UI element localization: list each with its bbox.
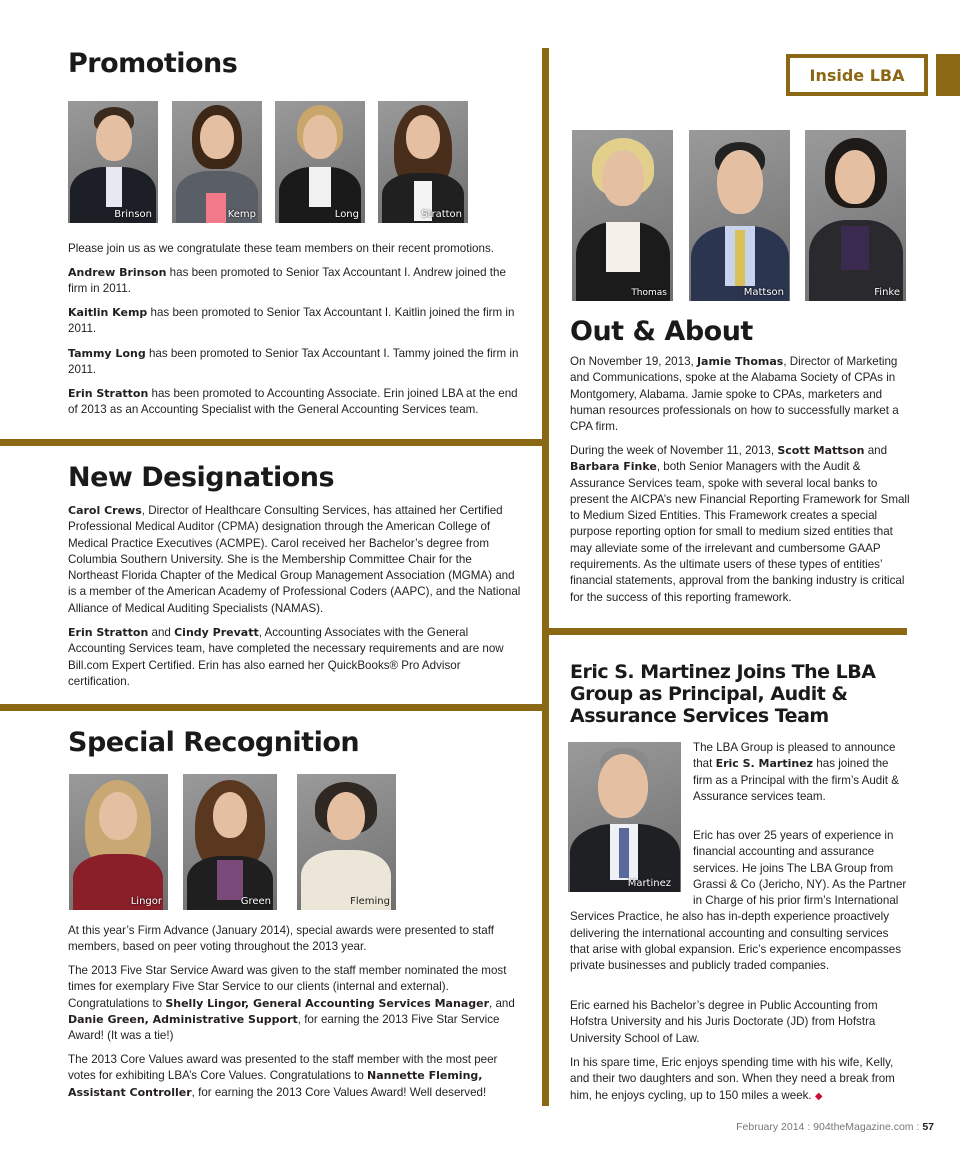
promotion-item: Erin Stratton has been promoted to Accounting Associate. Erin joined LBA at the end of 2013 as an Accounting Specialist with the General Accounting Services team. [68,387,518,417]
rule-outabout [549,628,907,635]
inside-lba-badge [786,54,928,96]
photo-caption: Long [334,209,359,220]
outabout-title: Out & About [570,316,753,347]
photo-caption: Stratton [421,209,462,220]
badge-label: Inside LBA [809,65,905,85]
photo-lingor [69,774,168,910]
outabout-paragraph: During the week of November 11, 2013, Scott Mattson and Barbara Finke, both Senior Managers with the Audit & Assurance Services team, spoke with several local banks to present the AICPA’s new Financial Reporting Framework for Small to Medium Sized Entities. This Framework creates a special purpose reporting option for small to medium sized entities that may alleviate some of the irrelevant and cumbersome GAAP requirements. As the ultimate users of these types of entities’ financial statements, approval from the banking industry is critical for the success of this reporting framework. [570,444,910,604]
promotions-title: Promotions [68,48,238,79]
page-number: 57 [922,1121,934,1133]
martinez-paragraph: Eric earned his Bachelor’s degree in Public Accounting from Hofstra University and his Juris Doctorate (JD) from Hofstra University School of Law. [570,999,878,1045]
photo-caption: Kemp [227,209,256,220]
rule-designations [0,704,542,711]
photo-caption: Thomas [631,288,667,298]
photo-caption: Brinson [114,209,152,220]
photo-finke [805,130,906,301]
recognition-title: Special Recognition [68,727,360,758]
recognition-paragraph: The 2013 Core Values award was presented to the staff member with the most peer votes for exhibiting LBA’s Core Values. Congratulations to Nannette Fleming, Assistant Controller, for earning the 2013 Core Values Award! Well deserved! [68,1053,498,1099]
martinez-paragraph: In his spare time, Eric enjoys spending time with his wife, Kelly, and their two daughters and son. When they need a break from him, he enjoys cycling, up to 150 miles a week. ◆ [570,1056,895,1102]
outabout-paragraph: On November 19, 2013, Jamie Thomas, Director of Marketing and Communications, spoke at the Alabama Society of CPAs in Montgomery, Alabama. Jamie spoke to CPAs, marketers and human resources professionals on how to successfully market a CPA firm. [570,355,899,434]
recognition-paragraph: At this year’s Firm Advance (January 2014), special awards were presented to staff members, based on peer voting throughout the 2013 year. [68,924,494,954]
martinez-title: Eric S. Martinez Joins The LBA Group as Principal, Audit & Assurance Services Team [570,661,876,727]
column-divider [542,48,549,1106]
promotion-item: Tammy Long has been promoted to Senior Tax Accountant I. Tammy joined the firm in 2011. [68,347,519,377]
promotions-intro: Please join us as we congratulate these team members on their recent promotions. [68,242,494,255]
photo-caption: Finke [874,287,900,298]
photo-kemp [172,101,262,223]
designations-paragraph: Erin Stratton and Cindy Prevatt, Accounting Associates with the General Accounting Services team, have completed the necessary requirements and are now Bill.com Expert Certified. Erin has also earned her QuickBooks® Pro Advisor certification. [68,626,504,688]
martinez-paragraph: The LBA Group is pleased to announce that Eric S. Martinez has joined the firm as a Principal with the firm’s Audit & Assurance services team. [693,741,899,803]
photo-caption: Green [240,896,271,907]
recognition-paragraph: The 2013 Five Star Service Award was given to the staff member nominated the most times for exemplary Five Star Service to our clients (internal and external). Congratulations to Shelly Lingor, General Accounting Services Manager, and Danie Green, Administrative Support, for earning the 2013 Five Star Service Award! (It was a tie!) [68,964,515,1043]
promotion-item: Andrew Brinson has been promoted to Senior Tax Accountant I. Andrew joined the firm in 2011. [68,266,506,296]
badge-tab [936,54,960,96]
martinez-paragraph: Eric has over 25 years of experience in financial accounting and assurance services. He joins The LBA Group from Grassi & Co (Jericho, NY). As the Partner in Charge of his prior firm’s International Services Practice, he also has in-depth experience proactively delivering the international accounting and consulting services that arise with global expansion. Eric’s experience encompasses private businesses and publicly traded companies. [570,829,907,973]
photo-brinson [68,101,158,223]
photo-mattson [689,130,790,301]
photo-green [183,774,277,910]
page-footer: February 2014 : 904theMagazine.com : 57 [736,1121,934,1133]
rule-promotions [0,439,542,446]
photo-fleming [297,774,396,910]
end-mark-icon: ◆ [814,1090,823,1102]
photo-long [275,101,365,223]
photo-stratton [378,101,468,223]
designations-title: New Designations [68,462,335,493]
photo-caption: Fleming [350,896,390,907]
promotion-item: Kaitlin Kemp has been promoted to Senior Tax Accountant I. Kaitlin joined the firm in 2011. [68,306,515,336]
photo-caption: Martinez [627,878,671,889]
photo-thomas [572,130,673,301]
photo-caption: Lingor [130,896,162,907]
photo-caption: Mattson [743,287,784,298]
designations-paragraph: Carol Crews, Director of Healthcare Consulting Services, has attained her Certified Professional Medical Auditor (CPMA) designation through the American College of Medical Practice Executives (ACMPE). Carol received her Bachelor’s degree from Columbia Southern University. She is the Membership Committee Chair for the Northeast Florida Chapter of the Medical Group Management Association (MGMA) and is a member of the American Academy of Professional Coders (AAPC), and the National Alliance of Medical Auditing Specialists (NAMAS). [68,504,521,615]
